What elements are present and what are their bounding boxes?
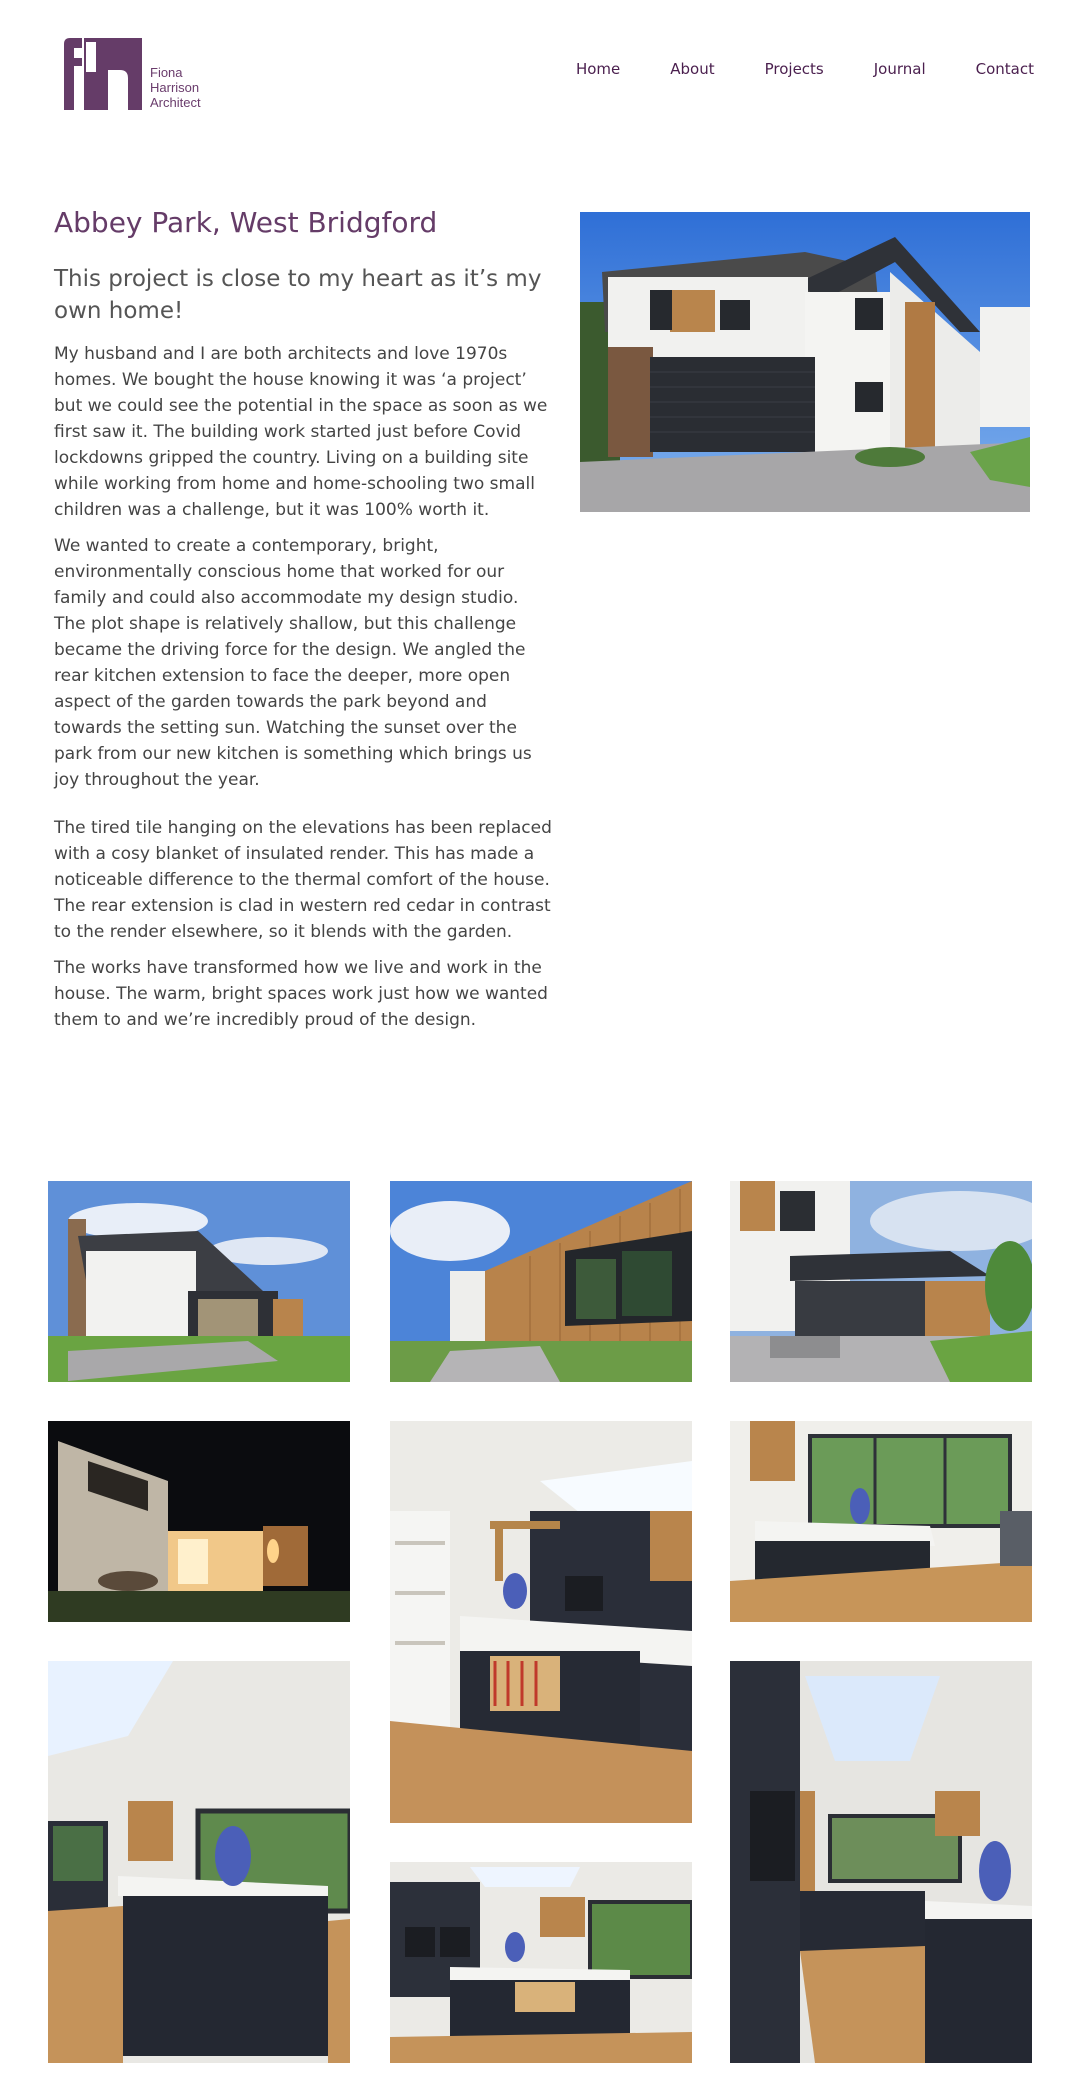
kitchen-dining-garden-photo[interactable] (730, 1421, 1032, 1622)
kitchen-wide-photo[interactable] (390, 1862, 692, 2063)
main-nav (576, 60, 1034, 78)
project-lead: This project is close to my heart as it’s my own home! (54, 266, 542, 324)
kitchen-skylight-photo-2[interactable] (730, 1661, 1032, 2063)
cedar-extension-photo[interactable] (390, 1181, 692, 1382)
project-paragraph-1: My husband and I are both architects and love 1970s homes. We bought the house knowing it was ‘a project’ but we could see the potential in the space as soon as we first saw it. The building work started just before Covid lockdowns gripped the country. Living on a building site while working from home and home-schooling two small children was a challenge, but it was 100% worth it. (54, 344, 548, 520)
logo-text-line-1: Fiona (150, 65, 183, 80)
logo-mark-icon (60, 36, 144, 112)
front-elevation-photo[interactable] (48, 1181, 350, 1382)
nav-journal[interactable]: Journal (873, 60, 926, 78)
logo-text-line-3: Architect (150, 95, 201, 110)
project-paragraph-2: We wanted to create a contemporary, bright, environmentally conscious home that worked for our family and could also accommodate my design studio. The plot shape is relatively shallow, but this challenge became the driving force for the design. We angled the rear kitchen extension to face the deeper, more open aspect of the garden towards the park beyond and towards the setting sun. Watching the sunset over the park from our new kitchen is something which brings us joy throughout the year. (54, 536, 532, 790)
logo-text-line-2: Harrison (150, 80, 200, 95)
kitchen-skylight-photo-1[interactable] (48, 1661, 350, 2063)
kitchen-island-skylight-photo[interactable] (390, 1421, 692, 1823)
nav-projects[interactable]: Projects (764, 60, 824, 78)
project-title: Abbey Park, West Bridgford (54, 206, 438, 239)
night-exterior-photo[interactable] (48, 1421, 350, 1622)
nav-about[interactable]: About (670, 60, 715, 78)
project-paragraph-3: The tired tile hanging on the elevations has been replaced with a cosy blanket of insulated render. This has made a noticeable difference to the thermal comfort of the house. The rear extension is clad in western red cedar in contrast to the render elsewhere, so it blends with the garden. (54, 818, 552, 942)
project-paragraph-4: The works have transformed how we live and work in the house. The warm, bright spaces work just how we wanted them to and we’re incredibly proud of the design. (54, 958, 548, 1030)
nav-contact[interactable]: Contact (975, 60, 1034, 78)
hero-house-photo[interactable] (580, 212, 1030, 512)
project-intro (54, 205, 554, 1033)
nav-home[interactable]: Home (575, 60, 621, 78)
rear-extension-patio-photo[interactable] (730, 1181, 1032, 1382)
logo[interactable] (60, 32, 220, 112)
